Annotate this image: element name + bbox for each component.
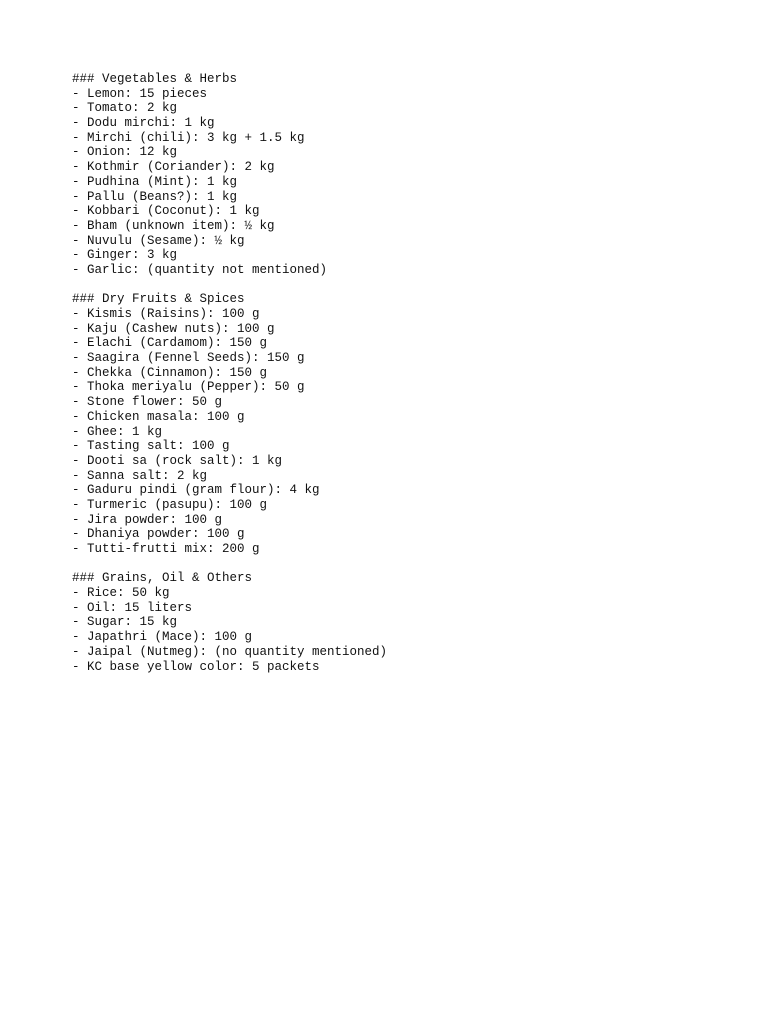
list-item: - Sugar: 15 kg	[72, 615, 178, 630]
list-item: - Lemon: 15 pieces	[72, 86, 208, 101]
list-item: - Kothmir (Coriander): 2 kg	[72, 160, 275, 175]
list-item: - Rice: 50 kg	[72, 586, 170, 601]
section-heading: ### Grains, Oil & Others	[72, 571, 253, 586]
list-item: - Saagira (Fennel Seeds): 150 g	[72, 351, 305, 366]
list-item: - Dooti sa (rock salt): 1 kg	[72, 453, 283, 468]
list-item: - Gaduru pindi (gram flour): 4 kg	[72, 483, 320, 498]
section	[72, 292, 712, 556]
list-item: - Stone flower: 50 g	[72, 395, 223, 410]
list-item: - Tutti-frutti mix: 200 g	[72, 542, 260, 556]
list-item: - Ginger: 3 kg	[72, 248, 178, 263]
list-item: - Garlic: (quantity not mentioned)	[72, 262, 328, 277]
list-item: - Sanna salt: 2 kg	[72, 468, 208, 483]
list-item: - Tasting salt: 100 g	[72, 439, 230, 454]
list-item: - Jira powder: 100 g	[72, 512, 223, 527]
section	[72, 72, 712, 278]
list-item: - Pallu (Beans?): 1 kg	[72, 189, 238, 204]
list-item: - KC base yellow color: 5 packets	[72, 659, 320, 674]
list-item: - Kobbari (Coconut): 1 kg	[72, 204, 260, 219]
list-item: - Nuvulu (Sesame): ½ kg	[72, 233, 245, 248]
list-item: - Onion: 12 kg	[72, 145, 178, 160]
list-item: - Pudhina (Mint): 1 kg	[72, 174, 238, 189]
section-heading: ### Vegetables & Herbs	[72, 72, 238, 86]
list-item: - Oil: 15 liters	[72, 600, 193, 615]
list-item: - Chekka (Cinnamon): 150 g	[72, 365, 268, 380]
list-item: - Kaju (Cashew nuts): 100 g	[72, 321, 275, 336]
list-item: - Tomato: 2 kg	[72, 101, 178, 116]
list-item: - Dhaniya powder: 100 g	[72, 527, 245, 542]
list-item: - Japathri (Mace): 100 g	[72, 630, 253, 645]
list-item: - Chicken masala: 100 g	[72, 409, 245, 424]
list-item: - Bham (unknown item): ½ kg	[72, 218, 275, 233]
list-item: - Mirchi (chili): 3 kg + 1.5 kg	[72, 130, 305, 145]
section-heading: ### Dry Fruits & Spices	[72, 292, 245, 307]
list-item: - Thoka meriyalu (Pepper): 50 g	[72, 380, 305, 395]
list-item: - Elachi (Cardamom): 150 g	[72, 336, 268, 351]
list-item: - Ghee: 1 kg	[72, 424, 163, 439]
document-body	[72, 72, 712, 674]
list-item: - Dodu mirchi: 1 kg	[72, 116, 215, 131]
list-item: - Turmeric (pasupu): 100 g	[72, 497, 268, 512]
list-item: - Jaipal (Nutmeg): (no quantity mentioned)	[72, 644, 388, 659]
section	[72, 571, 712, 674]
list-item: - Kismis (Raisins): 100 g	[72, 307, 260, 321]
